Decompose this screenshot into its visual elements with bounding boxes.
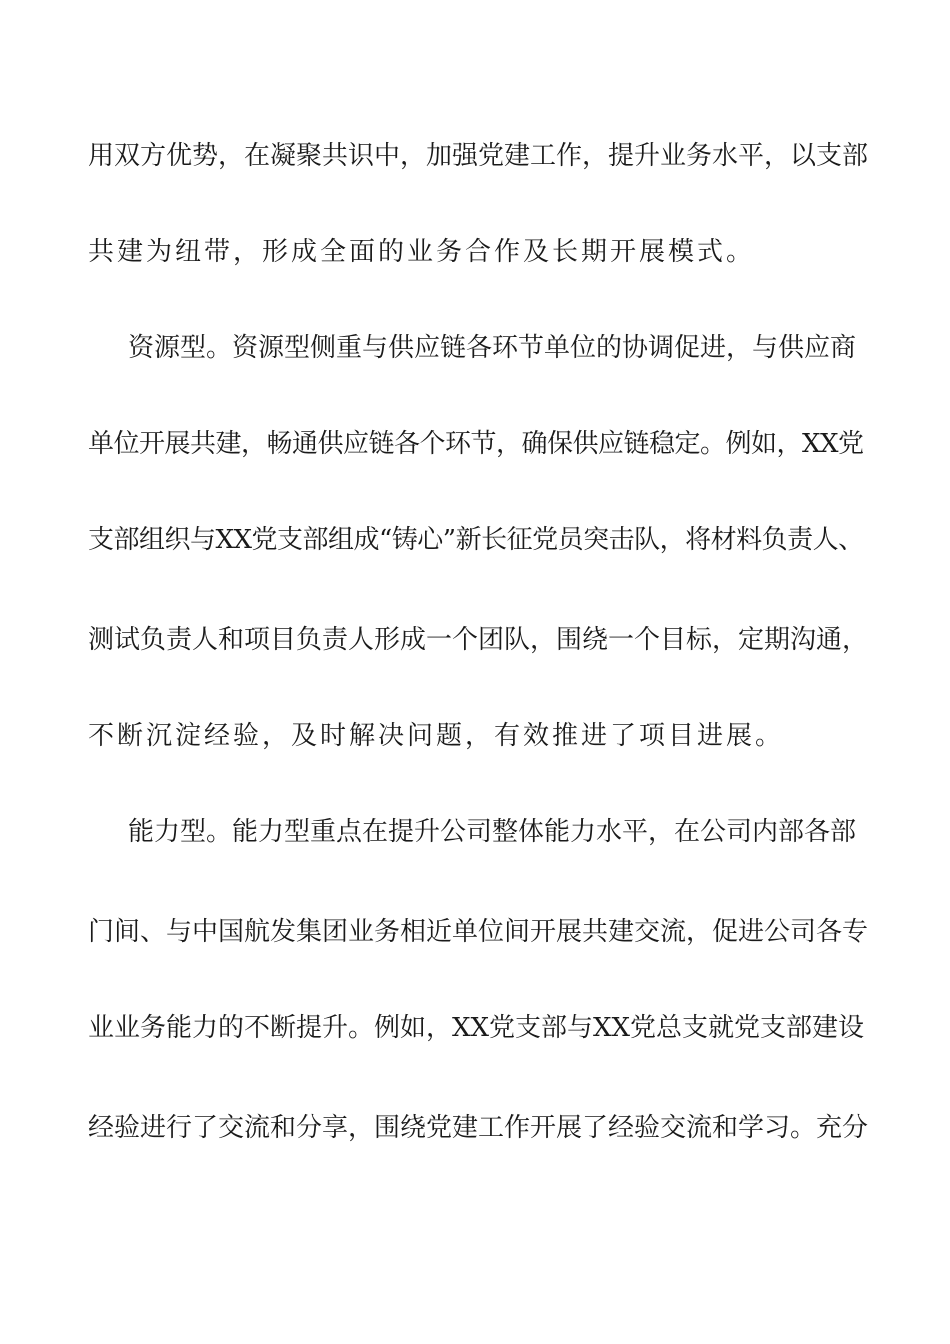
paragraph-line: 门间、与中国航发集团业务相近单位间开展共建交流，促进公司各专 <box>88 917 869 947</box>
paragraph-line: 共建为纽带，形成全面的业务合作及长期开展模式。 <box>88 237 756 267</box>
paragraph-line: 能力型。能力型重点在提升公司整体能力水平，在公司内部各部 <box>128 817 857 847</box>
paragraph-line: 用双方优势，在凝聚共识中，加强党建工作，提升业务水平，以支部 <box>88 141 869 171</box>
paragraph-line: 测试负责人和项目负责人形成一个团队，围绕一个目标，定期沟通， <box>88 625 869 655</box>
paragraph-line: 单位开展共建，畅通供应链各个环节，确保供应链稳定。例如，XX党 <box>88 429 864 459</box>
paragraph-line: 资源型。资源型侧重与供应链各环节单位的协调促进，与供应商 <box>128 333 857 363</box>
paragraph-line: 业业务能力的不断提升。例如，XX党支部与XX党总支就党支部建设 <box>88 1013 865 1043</box>
paragraph-line: 经验进行了交流和分享，围绕党建工作开展了经验交流和学习。充分 <box>88 1113 869 1143</box>
paragraph-line: 支部组织与XX党支部组成“铸心”新长征党员突击队，将材料负责人、 <box>88 525 864 555</box>
paragraph-line: 不断沉淀经验，及时解决问题，有效推进了项目进展。 <box>88 721 785 751</box>
